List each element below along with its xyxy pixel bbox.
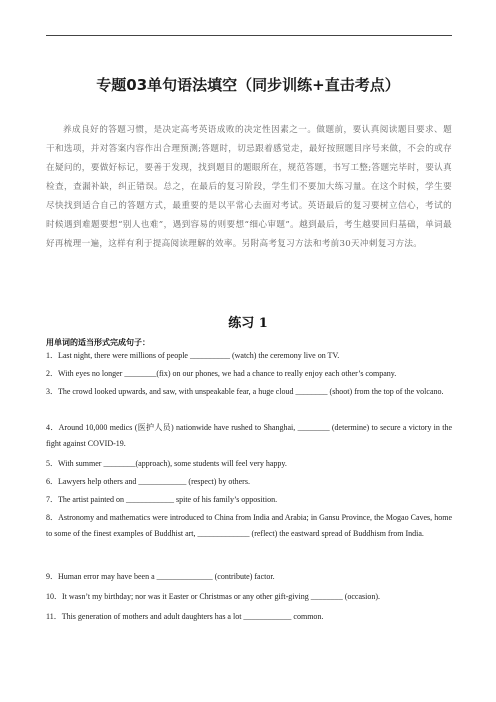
question-4: 4．Around 10,000 medics (医护人员) nationwide have rushed to Shanghai, ________ (determine) to secure a victory in the fight against COVID-19. <box>46 423 452 448</box>
question-8: 8．Astronomy and mathematics were introduced to China from India and Arabia; in Gansu Province, the Mogao Caves, home to some of the finest examples of Buddhist art, _____________ (reflect) the eastward spread of Buddhism from India. <box>46 513 452 538</box>
exercise-instruction: 用单词的适当形式完成句子： <box>46 338 150 347</box>
question-2: 2．With eyes no longer ________(fix) on our phones, we had a chance to really enjoy each other’s company. <box>46 369 397 378</box>
question-6: 6．Lawyers help others and ____________ (respect) by others. <box>46 477 250 486</box>
question-9: 9．Human error may have been a ______________ (contribute) factor. <box>46 572 275 581</box>
question-10: 10．It wasn’t my birthday; nor was it Easter or Christmas or any other gift-giving ________ (occasion). <box>46 592 381 601</box>
question-5: 5．With summer ________(approach), some students will feel very happy. <box>46 459 287 468</box>
intro-paragraph: 养成良好的答题习惯，是决定高考英语成败的决定性因素之一。做题前，要认真阅读题目要求、题干和选项，并对答案内容作出合理预测;答题时，切忌跟着感觉走，最好按照题目序号来做，不会的或存在疑问的，要做好标记，要善于发现，找到题目的题眼所在，规范答题，书写工整;答题完毕时，要认真检查，查漏补缺，纠正错误。总之，在最后的复习阶段，学生们不要加大练习量。在这个时候，学生要尽快找到适合自己的答题方式，最重要的是以平常心去面对考试。英语最后的复习要树立信心，考试的时候遇到难题要想“别人也难”，遇到容易的则要想“细心审题”。越到最后，考生越要回归基础，单词最好再梳理一遍，这样有利于提高阅读理解的效率。另附高考复习方法和考前30天冲刺复习方法。 <box>46 125 452 249</box>
section-title: 练习 1 <box>228 316 268 331</box>
page-title: 专题03单句语法填空（同步训练+直击考点） <box>96 76 400 94</box>
question-1: 1．Last night, there were millions of people __________ (watch) the ceremony live on TV. <box>46 351 340 360</box>
question-11: 11．This generation of mothers and adult daughters has a lot ____________ common. <box>46 612 324 621</box>
question-3: 3．The crowd looked upwards, and saw, with unspeakable fear, a huge cloud ________ (shoot) from the top of the volcano. <box>46 387 444 396</box>
question-7: 7．The artist painted on ____________ spite of his family’s opposition. <box>46 495 278 504</box>
header-rule <box>46 35 452 36</box>
